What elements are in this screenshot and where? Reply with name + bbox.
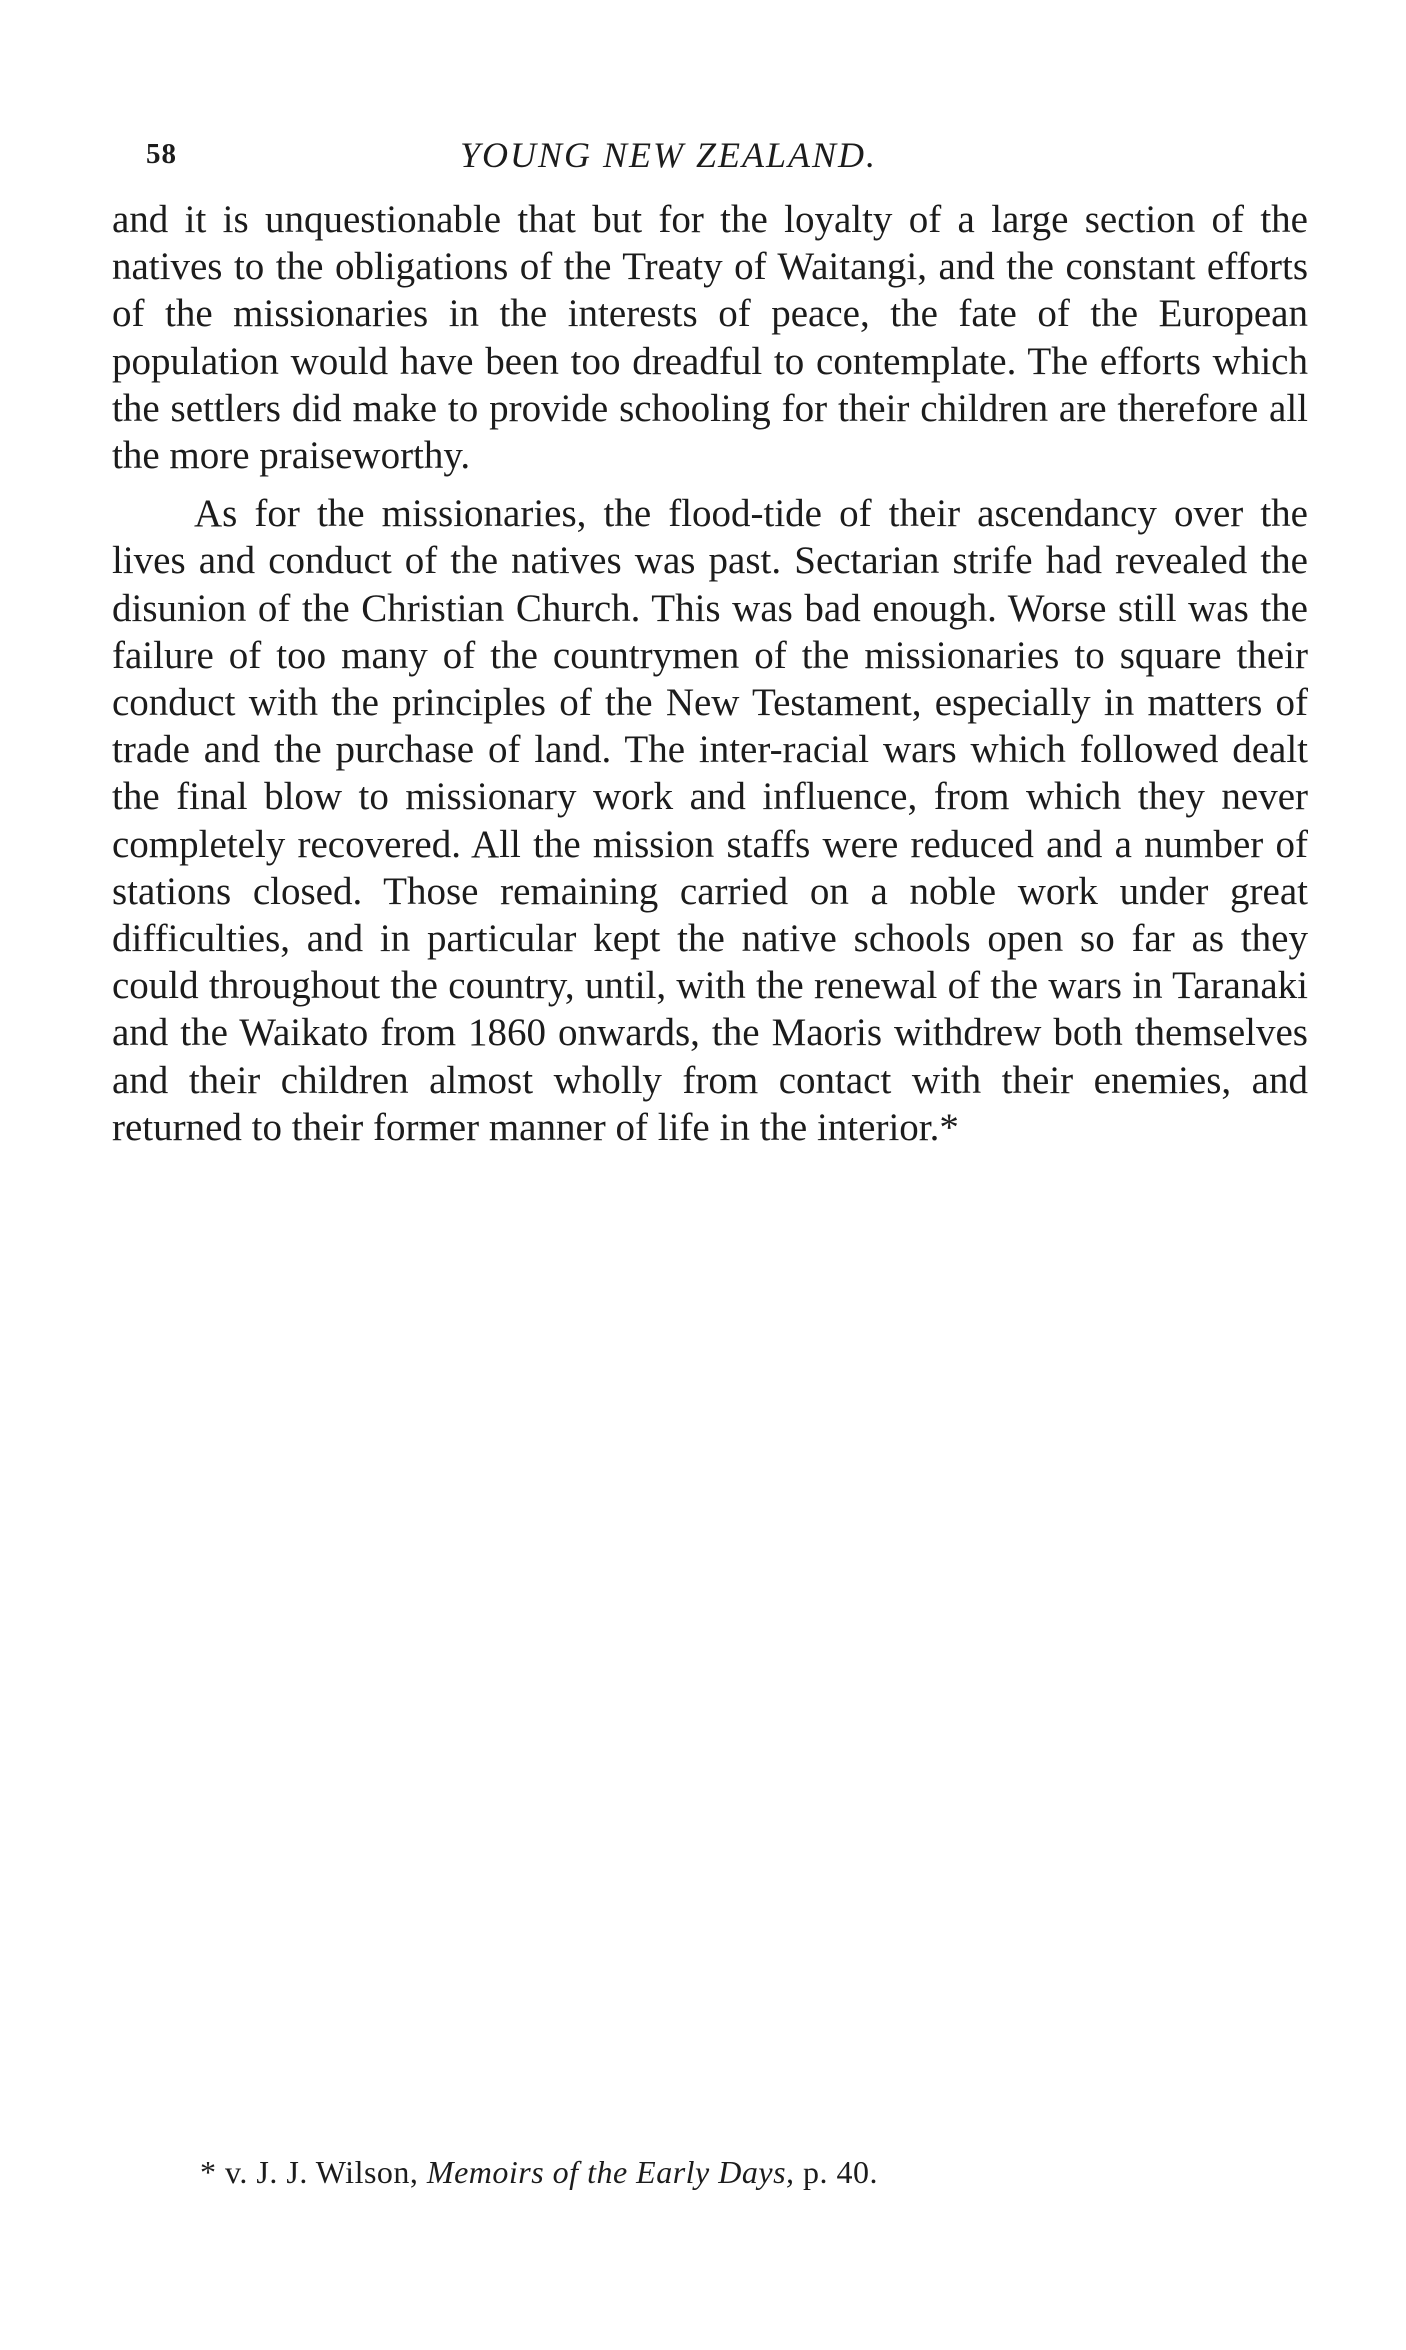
- running-title: YOUNG NEW ZEALAND.: [460, 135, 878, 175]
- paragraph: and it is unquestionable that but for the loyalty of a large section of the natives to the obligations of the Treaty of Waitangi, and the constant efforts of the missionaries in the interests of peace, the fate of the European population would have been too dreadful to contemplate. The efforts which the settlers did make to provide schooling for their children are therefore all the more praiseworthy.: [112, 198, 1308, 478]
- page-number: 58: [146, 138, 177, 170]
- footnote-source-title: Memoirs of the Early Days,: [426, 2154, 795, 2190]
- paragraph: As for the missionaries, the flood-tide of their ascendancy over the lives and conduct of the natives was past. Sectarian strife had revealed the disunion of the Christian Church. This was bad enough. Worse still was the failure of too many of the countrymen of the missionaries to square their conduct with the principles of the New Testament, especially in matters of trade and the purchase of land. The inter-racial wars which followed dealt the final blow to missionary work and influence, from which they never completely recovered. All the mission staffs were reduced and a number of stations closed. Those remaining carried on a noble work under great difficulties, and in particular kept the native schools open so far as they could throughout the country, until, with the renewal of the wars in Taranaki and the Waikato from 1860 onwards, the Maoris withdrew both themselves and their children almost wholly from contact with their enemies, and returned to their former manner of life in the interior.*: [112, 492, 1308, 1149]
- footnote-suffix: p. 40.: [794, 2154, 879, 2190]
- body-text: [112, 196, 1308, 1151]
- footnote: [200, 2152, 1200, 2192]
- footnote-prefix: * v. J. J. Wilson,: [200, 2154, 427, 2190]
- running-head: [0, 134, 1406, 178]
